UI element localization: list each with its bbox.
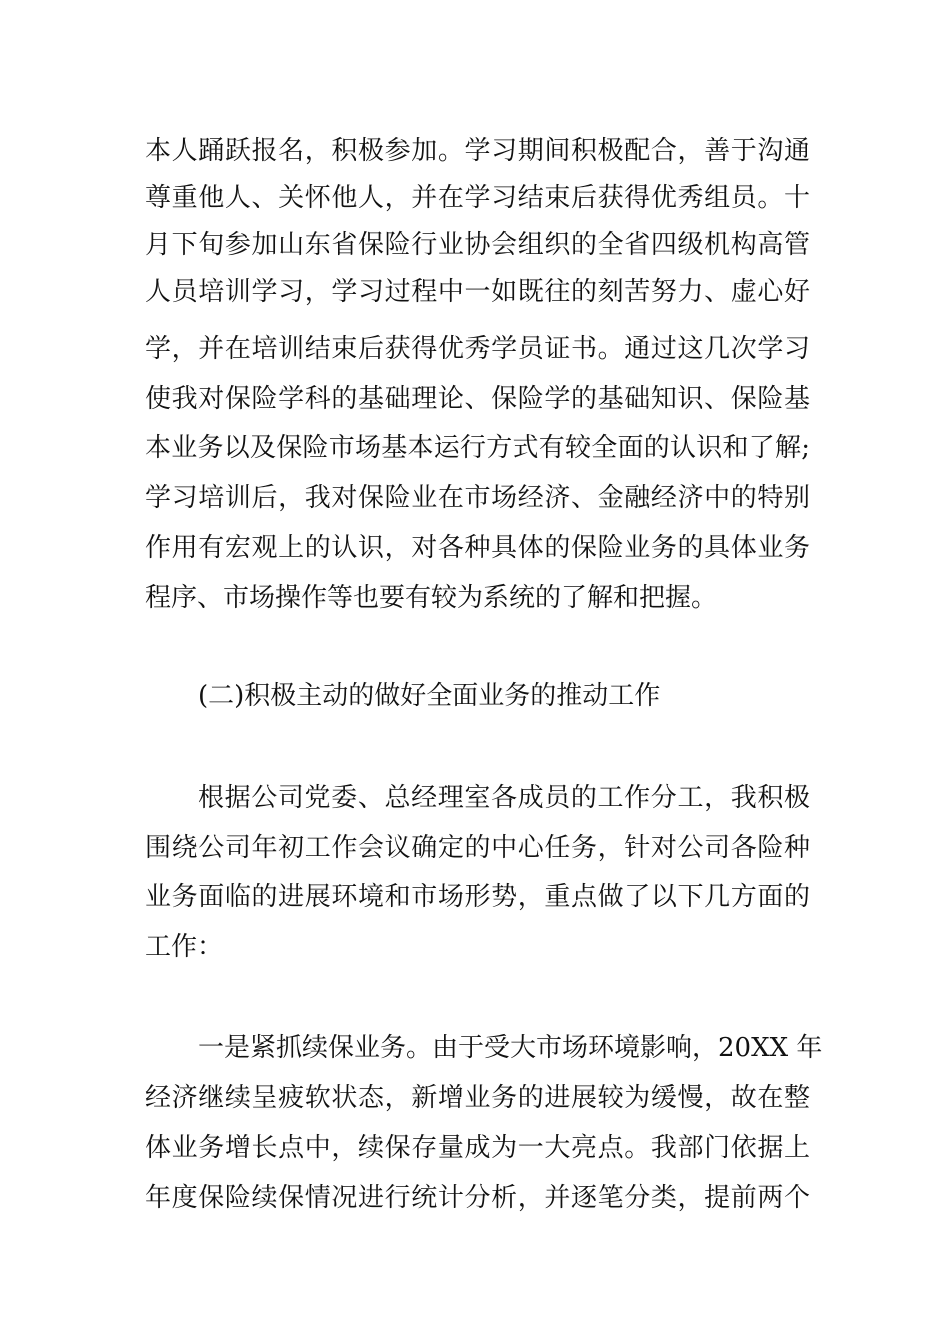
paragraph-3-line-3: 体业务增长点中，续保存量成为一大亮点。我部门依据上 (145, 1133, 810, 1163)
paragraph-1-line-2: 尊重他人、关怀他人，并在学习结束后获得优秀组员。十 (145, 183, 810, 213)
paragraph-1-line-10: 程序、市场操作等也要有较为系统的了解和把握。 (145, 583, 718, 613)
paragraph-1-line-4: 人员培训学习，学习过程中一如既往的刻苦努力、虚心好 (145, 277, 810, 307)
paragraph-3-line-1: 一是紧抓续保业务。由于受大市场环境影响，20XX 年 (198, 1033, 823, 1063)
paragraph-1-line-5: 学，并在培训结束后获得优秀学员证书。通过这几次学习 (145, 334, 810, 364)
paragraph-2-line-3: 业务面临的进展环境和市场形势，重点做了以下几方面的 (145, 882, 810, 912)
paragraph-1-line-3: 月下旬参加山东省保险行业协会组织的全省四级机构高管 (145, 230, 810, 260)
section-heading-2: (二)积极主动的做好全面业务的推动工作 (198, 681, 661, 711)
paragraph-2-line-2: 围绕公司年初工作会议确定的中心任务，针对公司各险种 (145, 833, 810, 863)
paragraph-3-line-2: 经济继续呈疲软状态，新增业务的进展较为缓慢，故在整 (145, 1083, 810, 1113)
paragraph-2-line-1: 根据公司党委、总经理室各成员的工作分工，我积极 (198, 783, 810, 813)
paragraph-2-line-4: 工作： (145, 932, 224, 962)
paragraph-1-line-8: 学习培训后，我对保险业在市场经济、金融经济中的特别 (145, 483, 810, 513)
paragraph-3-line-4: 年度保险续保情况进行统计分析，并逐笔分类，提前两个 (145, 1183, 810, 1213)
paragraph-1-line-1: 本人踊跃报名，积极参加。学习期间积极配合，善于沟通 (145, 136, 810, 166)
paragraph-1-line-6: 使我对保险学科的基础理论、保险学的基础知识、保险基 (145, 384, 810, 414)
paragraph-1-line-7: 本业务以及保险市场基本运行方式有较全面的认识和了解; (145, 433, 810, 463)
paragraph-1-line-9: 作用有宏观上的认识，对各种具体的保险业务的具体业务 (145, 533, 810, 563)
